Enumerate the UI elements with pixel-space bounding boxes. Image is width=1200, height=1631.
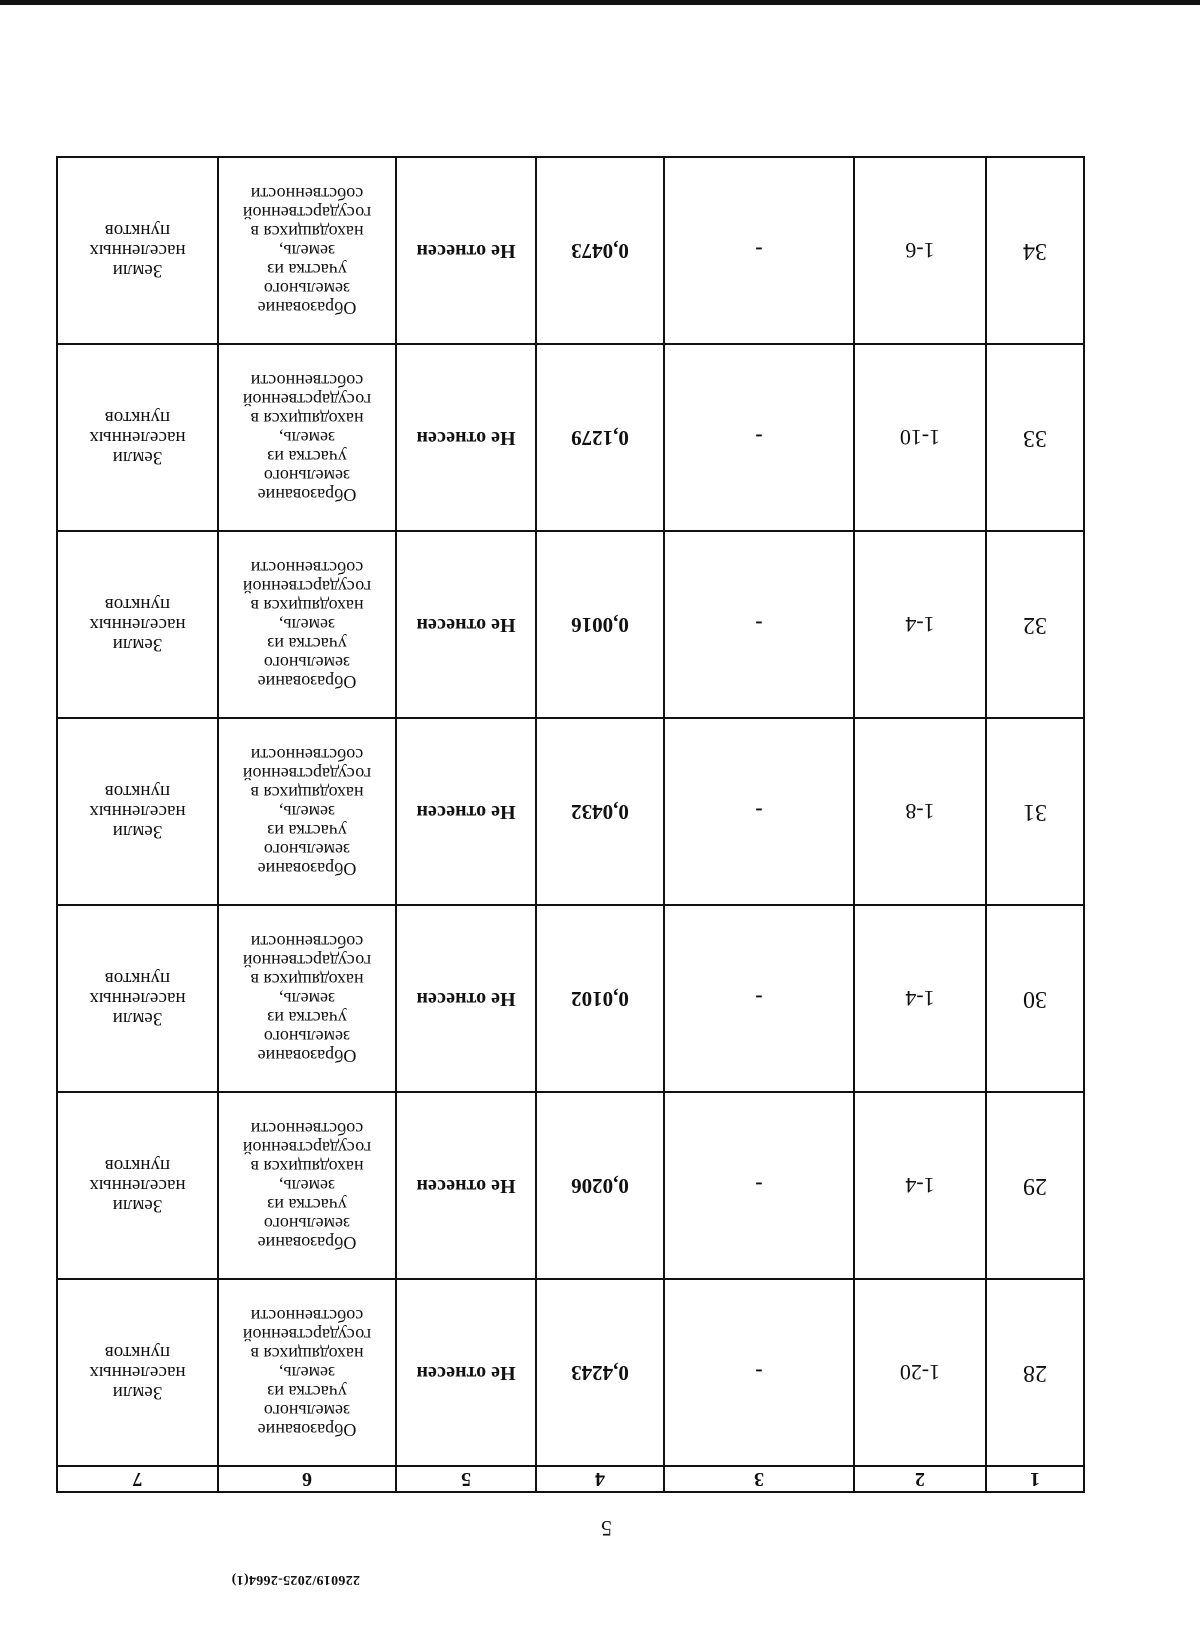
land-category: Земли населенных пунктов — [57, 531, 218, 718]
method-description: Образование земельного участка из земель, находящихся в государственной собственности — [218, 344, 396, 531]
header-col-6: 6 — [218, 1466, 396, 1492]
table-header-row — [57, 1466, 1084, 1492]
area-value: 0,1279 — [536, 344, 664, 531]
point-range: 1-4 — [854, 531, 986, 718]
row-number: 33 — [986, 344, 1084, 531]
row-number: 32 — [986, 531, 1084, 718]
row-number: 34 — [986, 157, 1084, 344]
table-row — [57, 157, 1084, 344]
area-value: 0,0206 — [536, 1092, 664, 1279]
point-range: 1-8 — [854, 718, 986, 905]
scan-edge — [0, 0, 1200, 5]
table-row — [57, 344, 1084, 531]
header-col-3: 3 — [664, 1466, 854, 1492]
land-category: Земли населенных пунктов — [57, 905, 218, 1092]
land-plots-table — [56, 156, 1085, 1493]
row-number: 31 — [986, 718, 1084, 905]
method-description: Образование земельного участка из земель, находящихся в государственной собственности — [218, 718, 396, 905]
method-description: Образование земельного участка из земель, находящихся в государственной собственности — [218, 157, 396, 344]
method-description: Образование земельного участка из земель, находящихся в государственной собственности — [218, 531, 396, 718]
status-value: Не отнесен — [396, 905, 536, 1092]
status-value: Не отнесен — [396, 157, 536, 344]
column-3-value: - — [664, 718, 854, 905]
header-col-7: 7 — [57, 1466, 218, 1492]
row-number: 29 — [986, 1092, 1084, 1279]
row-number: 30 — [986, 905, 1084, 1092]
document-reference: 226019/2025-2664(1) — [231, 1572, 360, 1587]
header-col-1: 1 — [986, 1466, 1084, 1492]
method-description: Образование земельного участка из земель, находящихся в государственной собственности — [218, 1279, 396, 1466]
page-number: 5 — [601, 1516, 612, 1541]
header-col-2: 2 — [854, 1466, 986, 1492]
method-description: Образование земельного участка из земель, находящихся в государственной собственности — [218, 905, 396, 1092]
land-category: Земли населенных пунктов — [57, 1092, 218, 1279]
status-value: Не отнесен — [396, 1092, 536, 1279]
row-number: 28 — [986, 1279, 1084, 1466]
table-row — [57, 718, 1084, 905]
column-3-value: - — [664, 1092, 854, 1279]
land-category: Земли населенных пунктов — [57, 157, 218, 344]
area-value: 0,0473 — [536, 157, 664, 344]
column-3-value: - — [664, 531, 854, 718]
column-3-value: - — [664, 905, 854, 1092]
area-value: 0,0016 — [536, 531, 664, 718]
point-range: 1-10 — [854, 344, 986, 531]
area-value: 0,0102 — [536, 905, 664, 1092]
area-value: 0,0432 — [536, 718, 664, 905]
table-row — [57, 905, 1084, 1092]
point-range: 1-20 — [854, 1279, 986, 1466]
column-3-value: - — [664, 157, 854, 344]
column-3-value: - — [664, 344, 854, 531]
column-3-value: - — [664, 1279, 854, 1466]
status-value: Не отнесен — [396, 344, 536, 531]
table-row — [57, 1279, 1084, 1466]
point-range: 1-4 — [854, 905, 986, 1092]
land-category: Земли населенных пунктов — [57, 718, 218, 905]
method-description: Образование земельного участка из земель, находящихся в государственной собственности — [218, 1092, 396, 1279]
status-value: Не отнесен — [396, 1279, 536, 1466]
header-col-4: 4 — [536, 1466, 664, 1492]
table-row — [57, 531, 1084, 718]
area-value: 0,4243 — [536, 1279, 664, 1466]
land-category: Земли населенных пунктов — [57, 1279, 218, 1466]
land-category: Земли населенных пунктов — [57, 344, 218, 531]
header-col-5: 5 — [396, 1466, 536, 1492]
point-range: 1-6 — [854, 157, 986, 344]
status-value: Не отнесен — [396, 718, 536, 905]
table-row — [57, 1092, 1084, 1279]
point-range: 1-4 — [854, 1092, 986, 1279]
status-value: Не отнесен — [396, 531, 536, 718]
